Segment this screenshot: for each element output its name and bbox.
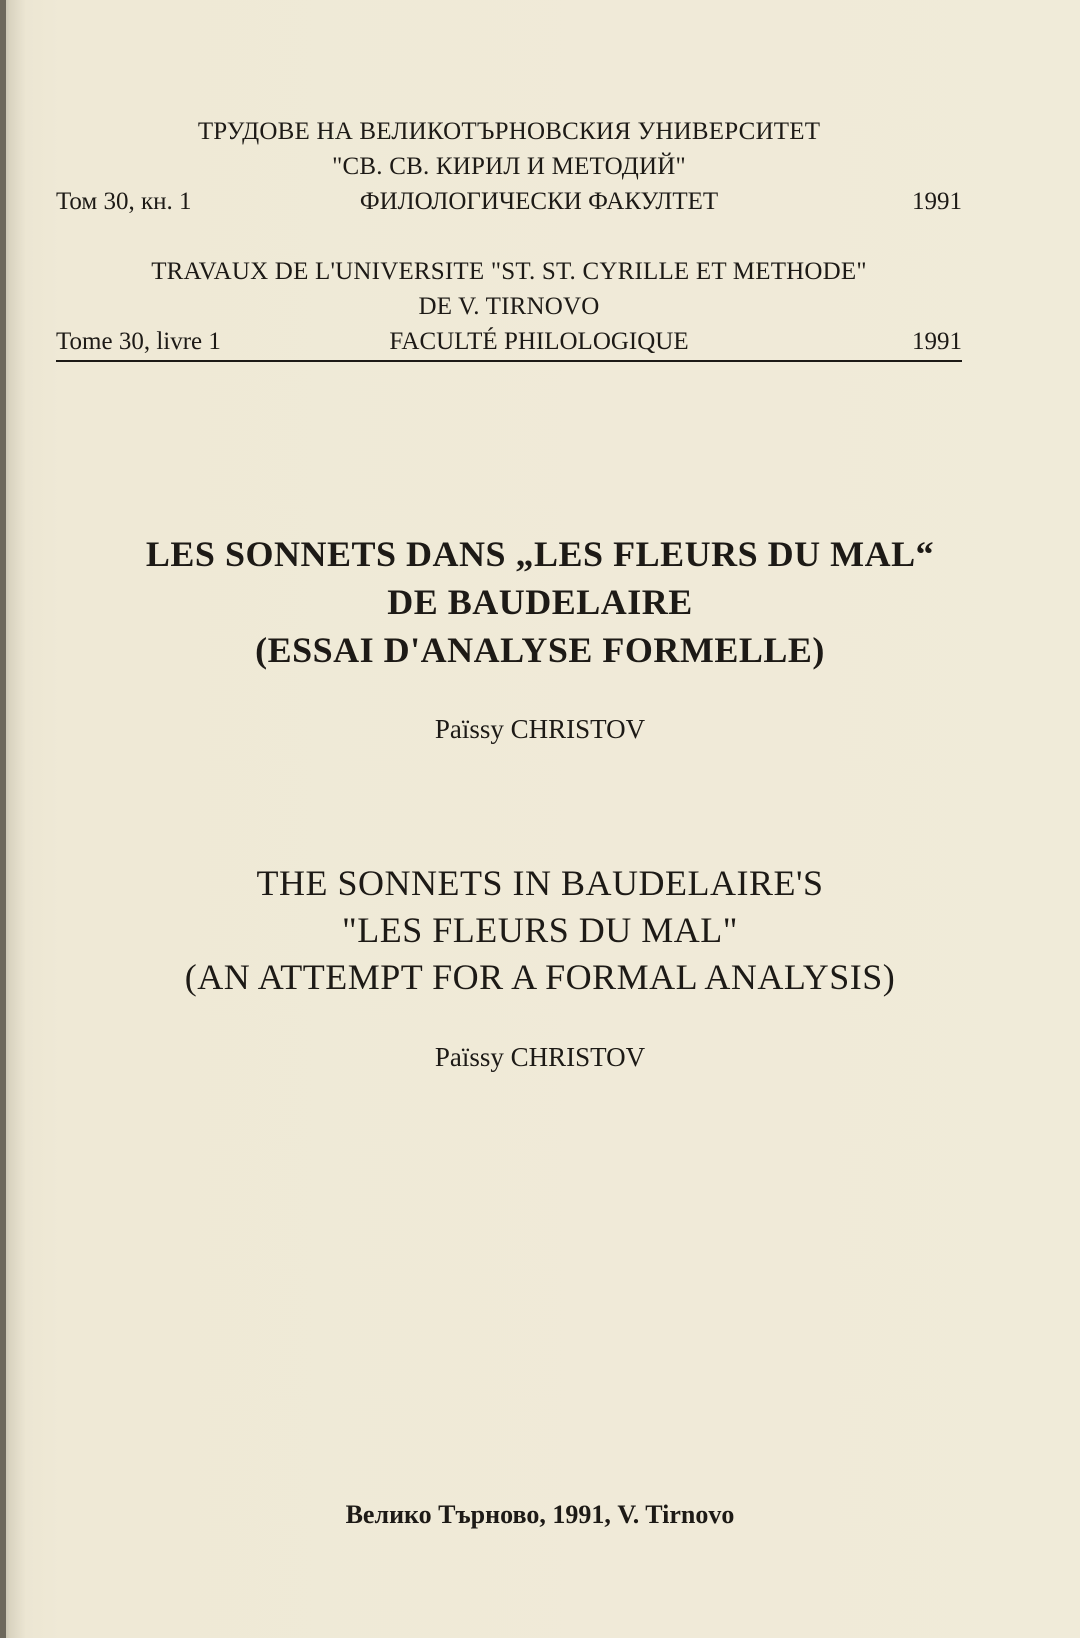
header-fr-line1: TRAVAUX DE L'UNIVERSITE "ST. ST. CYRILLE ET METHODE" <box>151 258 867 285</box>
imprint-line: Велико Търново, 1991, V. Tirnovo <box>345 1500 735 1529</box>
header-bg-volume: Том 30, кн. 1 <box>56 188 192 215</box>
header-fr-volume: Tome 30, livre 1 <box>56 328 221 355</box>
title-french <box>40 530 1040 674</box>
header-fr-year: 1991 <box>912 328 962 355</box>
title-fr-line1: LES SONNETS DANS „LES FLEURS DU MAL“ <box>145 534 935 574</box>
header-fr-row <box>56 324 962 359</box>
header-fr-faculty: FACULTÉ PHILOLOGIQUE <box>389 328 689 355</box>
header-bg-line2: "СВ. СВ. КИРИЛ И МЕТОДИЙ" <box>332 153 686 180</box>
title-en-line1: THE SONNETS IN BAUDELAIRE'S <box>256 863 824 903</box>
title-fr-line3: (ESSAI D'ANALYSE FORMELLE) <box>255 630 825 670</box>
header-fr-line2: DE V. TIRNOVO <box>418 293 600 320</box>
header-bg-faculty: ФИЛОЛОГИЧЕСКИ ФАКУЛТЕТ <box>359 188 719 215</box>
header-bg-line1: ТРУДОВЕ НА ВЕЛИКОТЪРНОВСКИЯ УНИВЕРСИТЕТ <box>197 118 821 145</box>
header-bg-year: 1991 <box>912 188 962 215</box>
author-english: Païssy CHRISTOV <box>434 1042 646 1072</box>
header-divider <box>56 360 962 362</box>
title-english <box>40 860 1040 1001</box>
title-en-line2: "LES FLEURS DU MAL" <box>342 910 738 950</box>
title-fr-line2: DE BAUDELAIRE <box>387 582 693 622</box>
author-french: Païssy CHRISTOV <box>434 714 646 744</box>
header-french <box>56 254 962 359</box>
header-bulgarian <box>56 114 962 219</box>
header-bg-row <box>56 184 962 219</box>
binding-edge <box>0 0 6 1638</box>
title-en-line3: (AN ATTEMPT FOR A FORMAL ANALYSIS) <box>184 957 896 997</box>
